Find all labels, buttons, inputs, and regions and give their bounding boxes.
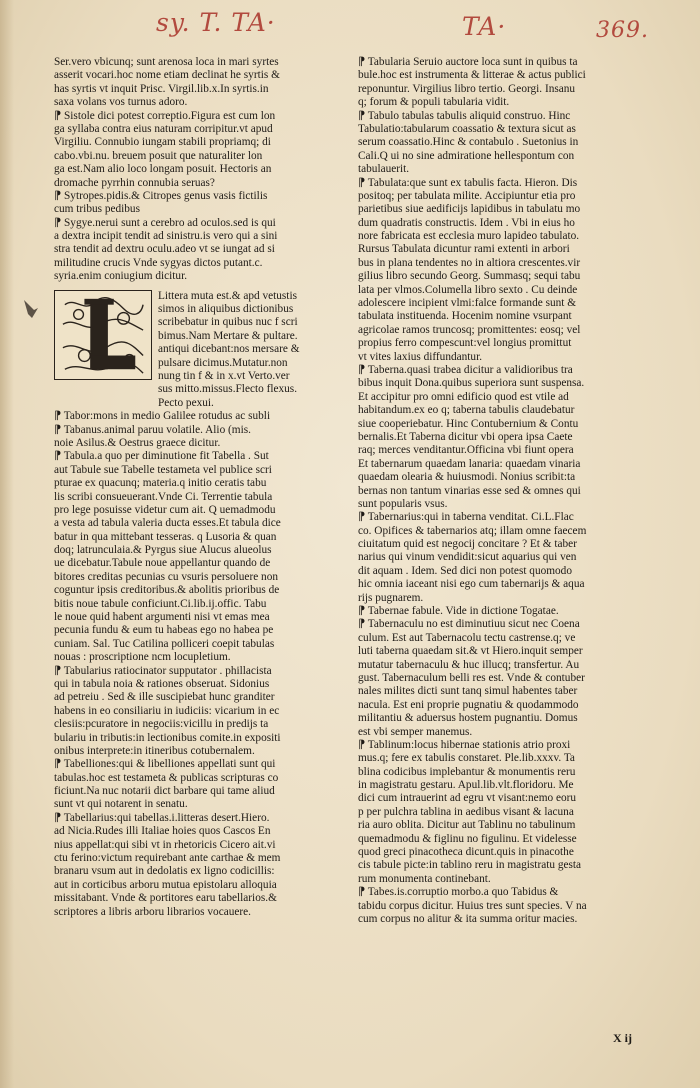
text-line: ctu ferino:victum requirebant ante carthae & mem: [54, 852, 281, 865]
text-line: ad petreiu . Sed & ille suscipiebat hunc granditer: [54, 691, 275, 704]
left-column-bottom-text: [54, 410, 336, 919]
text-line: saxa volans vos turnus adoro.: [54, 96, 188, 109]
text-line: scribebatur in quibus nuc f scri: [158, 316, 298, 329]
text-line: pulsare dicimus.Mutatur.non: [158, 356, 288, 369]
text-line: pturae ex quacunq; materia.q initio ceratis tabu: [54, 477, 267, 490]
text-line: Pecto pexui.: [158, 396, 214, 409]
text-line: bernalis.Et Taberna dicitur vbi opera ipsa Caete: [358, 430, 573, 443]
text-line: quod greci pinacotheca dicunt.quis in pinacothe: [358, 846, 574, 859]
text-line: bitis noue tabule conficiunt.Ci.lib.ij.offic. Tabu: [54, 597, 267, 610]
text-line: Virgiliu. Connubio iungam stabili propriamq; di: [54, 136, 271, 149]
text-line: lata per vlmos.Columella libro sexto . Cu deinde: [358, 283, 578, 296]
text-line: rum monumenta continebant.: [358, 872, 491, 885]
text-line: ⁋ Tabernaculu no est diminutiuu sicut nec Coena: [358, 618, 580, 631]
text-line: noie Asilus.& Oestrus graece dicitur.: [54, 436, 221, 449]
text-line: parietibus siue aedificijs lapidibus in tabulatu mo: [358, 203, 581, 216]
text-line: ⁋ Tabelliones:qui & libelliones appellati sunt qui: [54, 758, 276, 771]
text-line: le noue quid habent argumenti nisi vt emas mea: [54, 611, 270, 624]
text-line: blina codicibus implebantur & monumentis reru: [358, 765, 576, 778]
text-line: pro lege posuisse videtur cum ait. Q uemadmodu: [54, 503, 276, 516]
text-line: simos in aliquibus dictionibus: [158, 303, 294, 316]
text-line: sunt vt qui notarent in senatu.: [54, 798, 188, 811]
text-line: nacula. Est eni proprie pugnatiu & quodammodo: [358, 698, 579, 711]
binding-shadow: [0, 0, 14, 1088]
text-line: cuniam. Sal. Tuc Catilina polliceri coepit tabulas: [54, 637, 275, 650]
text-line: ue dicebatur.Tabule noue appellantur quando de: [54, 557, 271, 570]
text-line: dici cum intrauerint ad egru vt visant:nemo eoru: [358, 792, 577, 805]
text-line: ⁋ Tabulo tabulas tabulis aliquid construo. Hinc: [358, 109, 571, 122]
text-line: Et tabernarum quaedam lanaria: quaedam vinaria: [358, 457, 581, 470]
text-line: ⁋ Tabor:mons in medio Galilee rotudus ac subli: [54, 410, 271, 423]
page-header: [0, 6, 700, 56]
text-line: ga syllaba contra eius naturam corripitur.vt apud: [54, 122, 273, 135]
text-line: ⁋ Sistole dici potest correptio.Figura est cum lon: [54, 109, 276, 122]
text-line: luti taberna quaedam sit.& vt Hiero.inquit semper: [358, 645, 583, 658]
text-line: in magistratu gestaru. Apul.lib.vlt.floridoru. Me: [358, 779, 574, 792]
text-line: ga est.Nam alio loco longam posuit. Hectoris an: [54, 163, 272, 176]
text-line: lis scribi consueuerant.Vnde Ci. Terrentie tabula: [54, 490, 273, 503]
text-line: hic omnia iaceant nisi ego cum tabernarijs & aqua: [358, 578, 585, 591]
text-line: antiqui dicebant:nos mersare &: [158, 343, 300, 356]
text-line: Littera muta est.& apd vetustis: [158, 289, 297, 302]
text-line: bitores creditas pecunias cu vsuris persoluere non: [54, 570, 278, 583]
text-line: sunt popularis vsus.: [358, 497, 448, 510]
text-line: Cali.Q ui no sine admiratione hellespontum con: [358, 149, 575, 162]
text-line: ⁋ Tabernarius:qui in taberna venditat. Ci.L.Flac: [358, 511, 574, 524]
text-line: tabulauerit.: [358, 163, 410, 176]
text-line: ⁋ Tabanus.animal paruu volatile. Alio (mis.: [54, 423, 251, 436]
text-line: militantiu & aduersus hostem pugnantiu. Domus: [358, 712, 578, 725]
text-line: nore fabricata est ecclesia muro lapideo tabulato.: [358, 230, 580, 243]
text-line: siue cooperiebatur. Hinc Contubernium & Contu: [358, 417, 579, 430]
text-line: gilius libro secundo Georg. Summasq; sequi tabu: [358, 270, 581, 283]
text-line: cabo.vbi.nu. breuem posuit que naturaliter lon: [54, 149, 263, 162]
text-line: qui in tabula noia & rationes obseruat. Sidonius: [54, 677, 270, 690]
text-line: raq; merces venditantur.Officina vbi fiunt opera: [358, 444, 574, 457]
text-line: nius appellat:qui sibi vt in rhetoricis Cicero ait.vi: [54, 838, 276, 851]
text-line: ⁋ Tabularia Seruio auctore loca sunt in quibus ta: [358, 56, 578, 68]
text-line: tabidu corpus dicitur. Huius tres sunt species. V na: [358, 899, 587, 912]
text-line: Ser.vero vbicunq; sunt arenosa loca in mari syrtes: [54, 56, 279, 68]
text-line: est vbi semper manemus.: [358, 725, 473, 738]
text-line: cis tabule picte:in tablino reru in magistratu gesta: [358, 859, 582, 872]
text-line: onibus interprete:in itineribus cotubernalem.: [54, 744, 255, 757]
text-line: bimus.Nam Mertare & pultare.: [158, 329, 298, 342]
right-column-text: [358, 56, 644, 926]
text-line: coguntur ipsis creditoribus.& abolitis prioribus de: [54, 584, 280, 597]
text-line: Tabulatio:tabularum coassatio & textura sicut as: [358, 122, 576, 135]
text-line: scriptores a libris arboru librarios vocauere.: [54, 905, 251, 918]
text-line: habitandum.ex eo q; taberna tabulis claudebatur: [358, 404, 575, 417]
text-line: quemadmodu & figlinu no figulinu. Et videlesse: [358, 832, 577, 845]
text-line: ⁋ Tabes.is.corruptio morbo.a quo Tabidus &: [358, 886, 559, 899]
text-line: Et accipitur pro omni edificio quod est vtile ad: [358, 390, 569, 403]
text-line: quaedam olearia & huiusmodi. Nonius scribit:ta: [358, 471, 576, 484]
text-line: serum coassatio.Hinc & contabulo . Suetonius in: [358, 136, 579, 149]
text-line: stra tendit ad dextru oculu.adeo vt se iungat ad si: [54, 243, 275, 256]
pointing-hand-icon: [22, 296, 42, 326]
text-line: rijs pugnarem.: [358, 591, 424, 604]
text-line: militudine crucis Vnde sygyas dictos putant.c.: [54, 256, 263, 269]
text-line: tabulas.hoc est testameta & publicas scripturas co: [54, 771, 279, 784]
text-line: branaru vsum aut in dedolatis ex ligno codicillis:: [54, 865, 275, 878]
left-column: [54, 56, 336, 919]
text-line: co. Opifices & tabernarios atq; illam omne faecem: [358, 524, 587, 537]
text-line: narius qui vinum vendidit:sicut aquarius qui ven: [358, 551, 577, 564]
text-line: cum corpus no alitur & ita summa oritur macies.: [358, 913, 578, 925]
text-line: vt vites laxius diffundantur.: [358, 350, 483, 363]
text-line: ficiunt.Na nuc notarii dict barbare qui tame aliud: [54, 785, 275, 798]
text-line: nouas : proscriptione ncm locupletium.: [54, 651, 231, 664]
text-line: pecunia fundu & eum tu habeas ego no habea pe: [54, 624, 274, 637]
text-line: mutatur tabernaculu & huc illucq; transfertur. Au: [358, 658, 580, 671]
text-line: agricolae ramos truncosq; promittentes: eosq; vel: [358, 323, 581, 336]
text-line: nung tin f & in x.vt Verto.ver: [158, 369, 290, 382]
text-line: dum quadratis constructis. Idem . Vbi in eius ho: [358, 216, 575, 229]
text-line: ad Nicia.Rudes illi Italiae hoies quos Cascos En: [54, 825, 271, 838]
text-line: has syrtis vt inquit Prisc. Virgil.lib.x.In syrtis.in: [54, 82, 269, 95]
text-line: aut Tabule sue Tabelle testameta vel publice scri: [54, 463, 272, 476]
text-line: sus mitto.missus.Flecto flexus.: [158, 383, 298, 396]
text-line: habens in eo consiliariu in iudiciis: vicarium in ec: [54, 704, 280, 717]
text-line: reponuntur. Virgilius libro tertio. Georgi. Insanu: [358, 82, 576, 95]
text-line: bibus inquit Dona.quibus superiora sunt suspensa.: [358, 377, 585, 390]
header-mid-annotation: TA·: [462, 12, 507, 41]
text-line: ⁋ Taberna.quasi trabea dicitur a validioribus tra: [358, 363, 573, 376]
text-line: mus.q; fere ex tabulis constaret. Ple.lib.xxxv. Ta: [358, 752, 575, 765]
text-line: missitabant. Vnde & portitores earu tabellarios.&: [54, 892, 277, 905]
text-line: tabulata instituenda. Hocenim nomine vsurpant: [358, 310, 572, 323]
text-line: ⁋ Tablinum:locus hibernae stationis atrio proxi: [358, 738, 571, 751]
text-line: ria auro oblita. Dicitur aut Tablinu no tabulinum: [358, 819, 576, 832]
text-line: adolescere incipient vlmi:falce formande sunt &: [358, 297, 577, 310]
text-line: positoq; per tabulata milite. Accipiuntur etia pro: [358, 189, 576, 202]
text-line: p per pulchra tablina in aedibus visant & lacuna: [358, 805, 574, 818]
text-line: ⁋ Tabulata:que sunt ex tabulis facta. Hieron. Dis: [358, 176, 578, 189]
decorated-initial-l-icon: [54, 290, 152, 380]
text-line: bulariu in tributis:in lectionibus comite.in expositi: [54, 731, 281, 744]
text-line: bernas non tantum vinarias esse sed & omnes qui: [358, 484, 581, 497]
header-left-annotation: sy. T. TA·: [156, 8, 276, 37]
text-line: cum tribus pedibus: [54, 203, 140, 216]
left-column-top-text: [54, 56, 336, 284]
text-line: ⁋ Tabula.a quo per diminutione fit Tabella . Sut: [54, 450, 269, 463]
page-number: 369.: [596, 18, 649, 43]
signature-mark: X ij: [613, 1031, 632, 1045]
text-line: nales milites dicti sunt tanq simul habentes taber: [358, 685, 578, 698]
text-line: ciuitatum quid est negocij concitare ? Et & taber: [358, 538, 577, 551]
text-line: ⁋ Tabularius ratiocinator supputator . phillacista: [54, 664, 272, 677]
text-line: syria.enim coniugium dicitur.: [54, 270, 188, 283]
text-line: ⁋ Sygye.nerui sunt a cerebro ad oculos.sed is qui: [54, 216, 276, 229]
text-line: gust. Tabernaculum belli res est. Vnde & contuber: [358, 671, 585, 684]
right-column: [358, 56, 644, 926]
text-line: culum. Est aut Tabernacolu tectu castrense.q; ve: [358, 631, 576, 644]
text-line: q; forum & populi tabularia vidit.: [358, 96, 510, 109]
text-line: ⁋ Tabernae fabule. Vide in dictione Togatae.: [358, 605, 559, 618]
text-line: aut in corticibus arboru mutua epistolaru alloquia: [54, 878, 277, 891]
text-line: batur in qua mittebant tesseras. q Lusoria & quan: [54, 530, 277, 543]
text-line: ⁋ Tabellarius:qui tabellas.i.litteras desert.Hiero.: [54, 811, 270, 824]
text-line: bule.hoc est instrumenta & litterae & actus publici: [358, 69, 586, 82]
text-line: asserit vocari.hoc nome etiam declinat he syrtis &: [54, 69, 280, 82]
text-line: clesiis:pcuratore in negociis:vicillu in predijs ta: [54, 718, 269, 731]
text-line: dromache pyrrhin connubia seruas?: [54, 176, 215, 189]
text-line: dit aquam . Idem. Sed dici non potest quomodo: [358, 564, 572, 577]
text-line: a dextra incipit tendit ad sinistru.is vero qui a sini: [54, 230, 278, 243]
text-line: a vesta ad tabula valeria ducta esses.Et tabula dice: [54, 517, 281, 530]
text-line: bus in plana tendentes no in altiora crescentes.vir: [358, 256, 581, 269]
text-line: doq; latrunculaia.& Pyrgus siue Alucus alueolus: [54, 544, 272, 557]
text-line: ⁋ Sytropes.pidis.& Citropes genus vasis fictilis: [54, 189, 268, 202]
text-line: propius ferro compescunt:vel longius promittut: [358, 337, 572, 350]
text-line: Rursus Tabulata dicuntur rami extenti in arbori: [358, 243, 570, 256]
